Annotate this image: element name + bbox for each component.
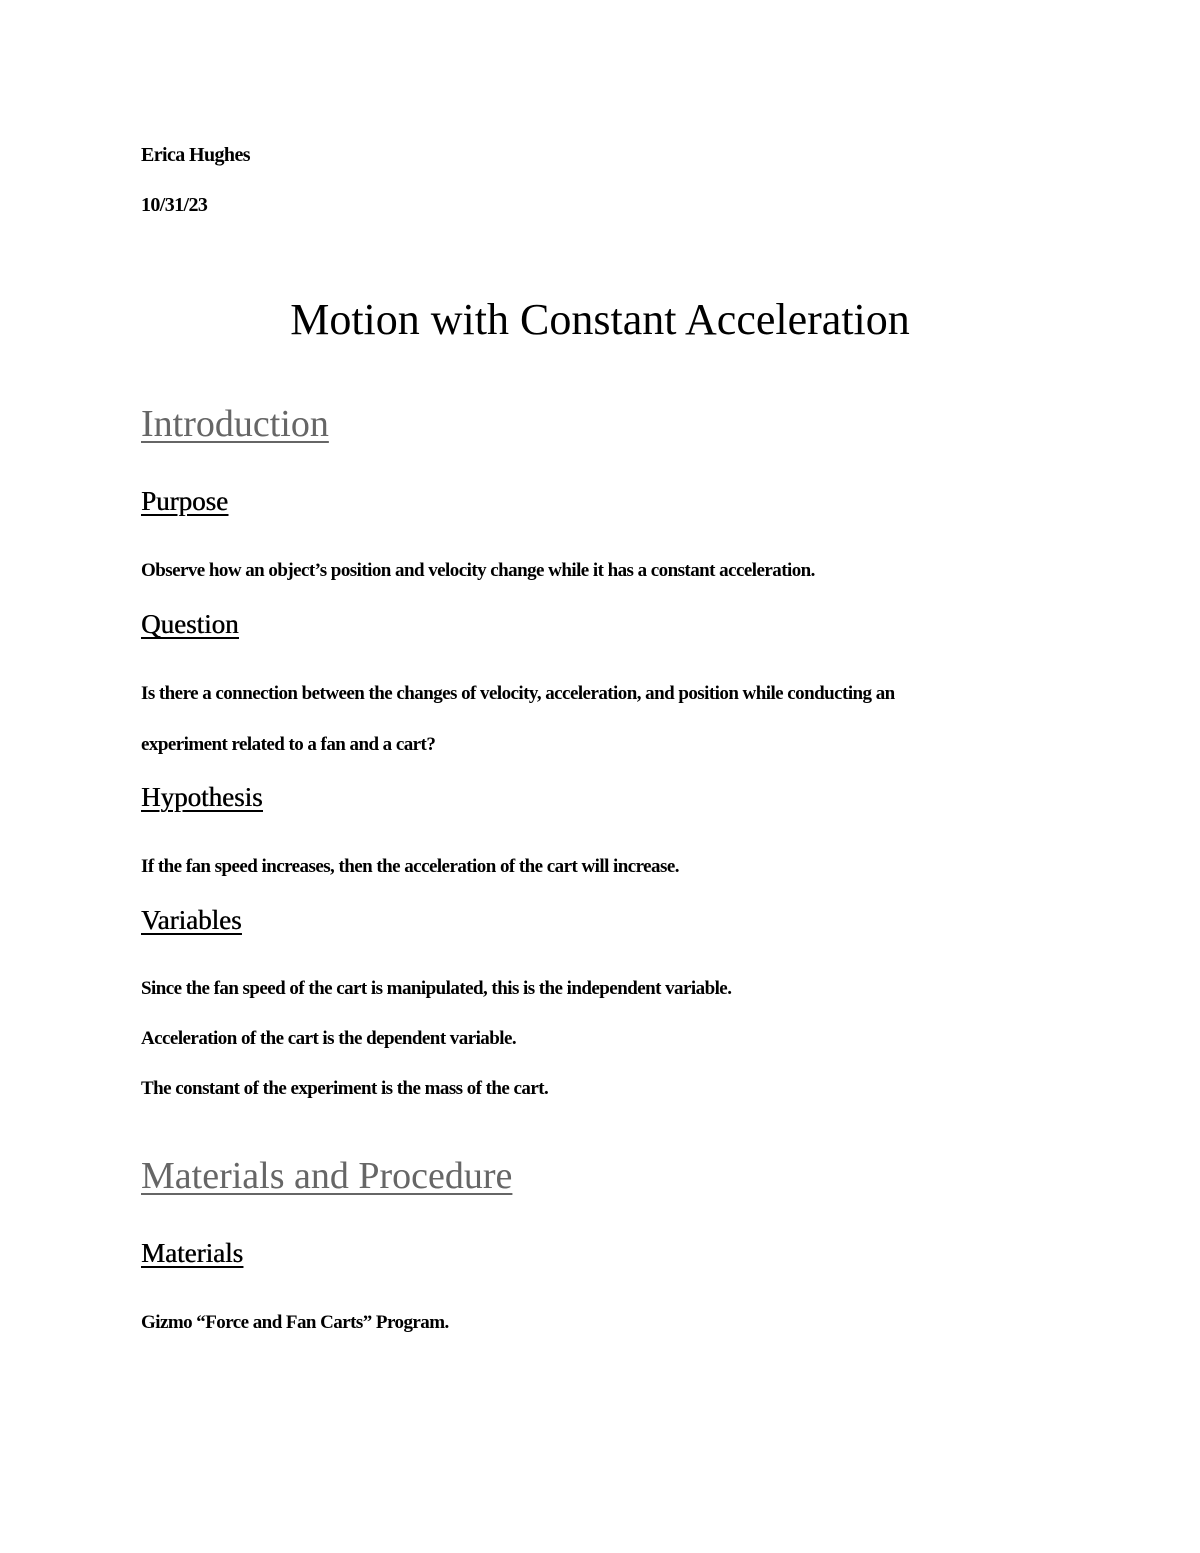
dependent-variable-text: Acceleration of the cart is the dependent variable.: [141, 1028, 517, 1049]
introduction-heading: Introduction: [141, 403, 329, 445]
purpose-text: Observe how an object’s position and velocity change while it has a constant acceleration.: [141, 560, 815, 581]
author-name: Erica Hughes: [141, 144, 250, 166]
hypothesis-text: If the fan speed increases, then the acceleration of the cart will increase.: [141, 856, 679, 877]
independent-variable-text: Since the fan speed of the cart is manipulated, this is the independent variable.: [141, 978, 732, 999]
constant-variable-text: The constant of the experiment is the mass of the cart.: [141, 1078, 549, 1099]
materials-text: Gizmo “Force and Fan Carts” Program.: [141, 1312, 449, 1333]
document-title: Motion with Constant Acceleration: [290, 295, 910, 344]
purpose-heading: Purpose: [141, 486, 228, 516]
materials-heading: Materials: [141, 1238, 243, 1268]
materials-procedure-heading: Materials and Procedure: [141, 1155, 513, 1197]
question-text-line-2: experiment related to a fan and a cart?: [141, 734, 436, 755]
document-date: 10/31/23: [141, 194, 208, 216]
question-text-line-1: Is there a connection between the changes of velocity, acceleration, and position while conducting an: [141, 683, 895, 704]
question-heading: Question: [141, 609, 239, 639]
hypothesis-heading: Hypothesis: [141, 782, 263, 812]
variables-heading: Variables: [141, 905, 242, 935]
